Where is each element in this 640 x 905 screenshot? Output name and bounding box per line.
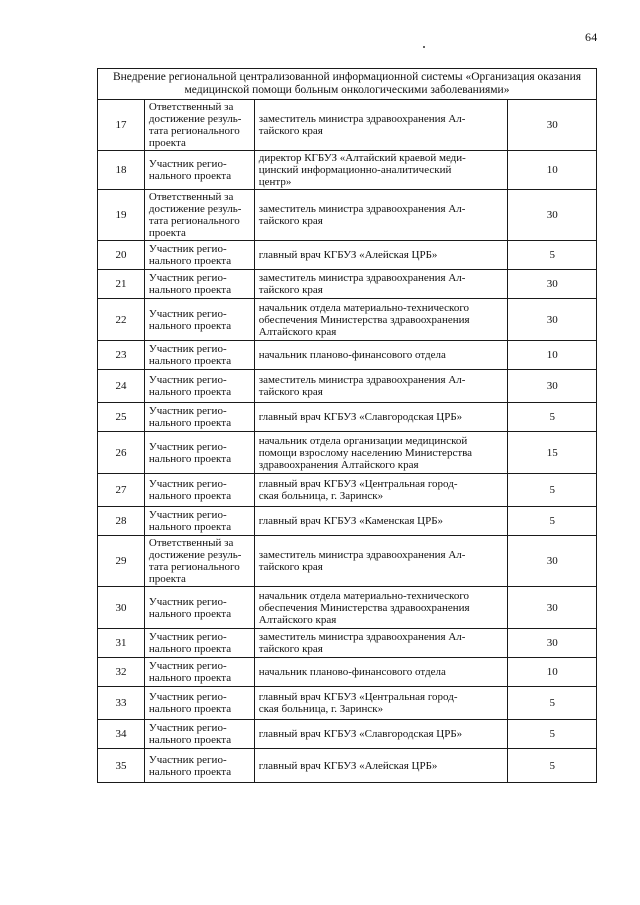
row-number-cell xyxy=(98,507,145,536)
responsible-person-text: главный врач КГБУЗ «Каменская ЦРБ» xyxy=(258,515,444,527)
table-row xyxy=(98,341,597,370)
value-cell xyxy=(508,370,597,403)
role-text: Участник регио- нального проекта xyxy=(148,343,232,367)
row-number-cell xyxy=(98,658,145,687)
value-text: 30 xyxy=(546,119,558,131)
table-row xyxy=(98,536,597,587)
value-text: 30 xyxy=(546,380,558,392)
row-number-cell xyxy=(98,587,145,629)
section-title: Внедрение региональной централизованной информационной системы «Организация оказания медицинской помощи больным онкологическими заболеваниями» xyxy=(98,69,597,100)
role-text: Участник регио- нального проекта xyxy=(148,660,232,684)
responsible-person-cell xyxy=(254,341,508,370)
responsible-person-text: главный врач КГБУЗ «Алейская ЦРБ» xyxy=(258,759,438,772)
value-text: 5 xyxy=(549,759,555,772)
value-text: 10 xyxy=(546,164,558,176)
value-cell xyxy=(508,687,597,720)
row-number-text: 25 xyxy=(115,411,127,423)
responsible-person-text: главный врач КГБУЗ «Центральная город- ская больница, г. Заринск» xyxy=(258,691,458,715)
responsible-person-cell xyxy=(254,151,508,190)
role-text: Участник регио- нального проекта xyxy=(148,478,232,502)
table-row xyxy=(98,720,597,749)
role-cell xyxy=(144,270,254,299)
row-number-cell xyxy=(98,190,145,241)
table-row xyxy=(98,270,597,299)
row-number-cell xyxy=(98,100,145,151)
row-number-cell xyxy=(98,749,145,783)
role-text: Ответственный за достижение резуль- тата регионального проекта xyxy=(148,101,242,149)
row-number-text: 34 xyxy=(115,728,127,740)
row-number-cell xyxy=(98,432,145,474)
responsible-person-text: заместитель министра здравоохранения Ал- тайского края xyxy=(258,374,466,398)
value-text: 5 xyxy=(549,728,555,740)
row-number-text: 21 xyxy=(115,278,127,290)
role-text: Участник регио- нального проекта xyxy=(148,753,232,778)
value-text: 5 xyxy=(549,697,555,709)
value-text: 30 xyxy=(546,555,558,567)
responsible-person-cell xyxy=(254,749,508,783)
row-number-text: 26 xyxy=(115,446,127,459)
row-number-text: 17 xyxy=(115,119,127,131)
responsible-person-text: начальник планово-финансового отдела xyxy=(258,666,446,678)
role-text: Ответственный за достижение резуль- тата регионального проекта xyxy=(148,191,242,239)
responsible-person-text: главный врач КГБУЗ «Славгородская ЦРБ» xyxy=(258,411,463,423)
responsible-person-cell xyxy=(254,241,508,270)
responsible-person-cell xyxy=(254,403,508,432)
role-text: Участник регио- нального проекта xyxy=(148,405,232,429)
responsible-person-text: начальник отдела организации медицинской помощи взрослому населению Министерства здравоохранения Алтайского края xyxy=(258,434,473,471)
value-cell xyxy=(508,403,597,432)
row-number-cell xyxy=(98,687,145,720)
responsible-person-cell xyxy=(254,629,508,658)
value-text: 10 xyxy=(546,349,558,361)
row-number-text: 27 xyxy=(115,484,127,496)
role-cell xyxy=(144,341,254,370)
row-number-text: 35 xyxy=(115,759,127,772)
value-cell xyxy=(508,299,597,341)
value-cell xyxy=(508,270,597,299)
value-cell xyxy=(508,151,597,190)
row-number-text: 23 xyxy=(115,349,127,361)
value-text: 5 xyxy=(549,249,555,261)
value-text: 30 xyxy=(546,278,558,290)
role-cell xyxy=(144,299,254,341)
row-number-cell xyxy=(98,629,145,658)
scan-speck xyxy=(423,46,425,48)
responsible-person-text: главный врач КГБУЗ «Центральная город- ская больница, г. Заринск» xyxy=(258,478,458,502)
row-number-text: 28 xyxy=(115,515,127,527)
responsible-person-text: заместитель министра здравоохранения Ал- тайского края xyxy=(258,203,466,227)
responsible-person-text: директор КГБУЗ «Алтайский краевой меди- цинский информационно-аналитический центр» xyxy=(258,152,466,188)
table-row xyxy=(98,370,597,403)
table-row xyxy=(98,507,597,536)
value-text: 5 xyxy=(549,411,555,423)
responsible-person-text: заместитель министра здравоохранения Ал- тайского края xyxy=(258,549,466,573)
responsible-person-cell xyxy=(254,474,508,507)
row-number-cell xyxy=(98,299,145,341)
responsible-person-text: заместитель министра здравоохранения Ал- тайского края xyxy=(258,272,466,296)
row-number-text: 32 xyxy=(115,666,127,678)
row-number-cell xyxy=(98,536,145,587)
role-text: Участник регио- нального проекта xyxy=(148,440,232,465)
role-cell xyxy=(144,241,254,270)
table-row xyxy=(98,432,597,474)
row-number-cell xyxy=(98,403,145,432)
section-title-row xyxy=(98,69,597,100)
role-cell xyxy=(144,403,254,432)
responsible-person-text: главный врач КГБУЗ «Славгородская ЦРБ» xyxy=(258,728,463,740)
role-text: Участник регио- нального проекта xyxy=(148,243,232,267)
responsible-person-cell xyxy=(254,270,508,299)
role-text: Участник регио- нального проекта xyxy=(148,595,232,620)
role-text: Участник регио- нального проекта xyxy=(148,307,232,332)
role-cell xyxy=(144,474,254,507)
participants-table xyxy=(97,68,597,783)
table-row xyxy=(98,100,597,151)
value-cell xyxy=(508,629,597,658)
value-text: 5 xyxy=(549,484,555,496)
role-cell xyxy=(144,507,254,536)
value-cell xyxy=(508,341,597,370)
table-body xyxy=(98,69,597,783)
table-row xyxy=(98,190,597,241)
value-text: 30 xyxy=(546,313,558,326)
value-text: 30 xyxy=(546,209,558,221)
role-cell xyxy=(144,720,254,749)
row-number-cell xyxy=(98,341,145,370)
role-text: Участник регио- нального проекта xyxy=(148,272,232,296)
responsible-person-text: заместитель министра здравоохранения Ал- тайского края xyxy=(258,631,466,655)
row-number-text: 30 xyxy=(115,601,127,614)
row-number-text: 18 xyxy=(115,164,127,176)
table-row xyxy=(98,474,597,507)
role-cell xyxy=(144,536,254,587)
value-cell xyxy=(508,507,597,536)
role-text: Участник регио- нального проекта xyxy=(148,631,232,655)
value-cell xyxy=(508,432,597,474)
row-number-text: 31 xyxy=(115,637,127,649)
responsible-person-text: заместитель министра здравоохранения Ал- тайского края xyxy=(258,113,466,137)
role-text: Ответственный за достижение резуль- тата регионального проекта xyxy=(148,537,242,585)
responsible-person-cell xyxy=(254,658,508,687)
value-cell xyxy=(508,241,597,270)
role-cell xyxy=(144,749,254,783)
table-row xyxy=(98,403,597,432)
value-text: 30 xyxy=(546,637,558,649)
role-cell xyxy=(144,658,254,687)
responsible-person-cell xyxy=(254,507,508,536)
responsible-person-cell xyxy=(254,370,508,403)
responsible-person-cell xyxy=(254,687,508,720)
row-number-cell xyxy=(98,720,145,749)
table-row xyxy=(98,658,597,687)
table-row xyxy=(98,587,597,629)
responsible-person-text: начальник отдела материально-технического обеспечения Министерства здравоохранения Алтайского края xyxy=(258,301,470,338)
role-cell xyxy=(144,100,254,151)
table-row xyxy=(98,241,597,270)
role-text: Участник регио- нального проекта xyxy=(148,691,232,715)
table-row xyxy=(98,749,597,783)
responsible-person-text: начальник планово-финансового отдела xyxy=(258,349,446,361)
value-cell xyxy=(508,536,597,587)
responsible-person-cell xyxy=(254,720,508,749)
table-row xyxy=(98,151,597,190)
row-number-cell xyxy=(98,241,145,270)
table-row xyxy=(98,629,597,658)
responsible-person-cell xyxy=(254,587,508,629)
responsible-person-cell xyxy=(254,190,508,241)
value-text: 5 xyxy=(549,515,555,527)
value-cell xyxy=(508,658,597,687)
role-cell xyxy=(144,190,254,241)
value-cell xyxy=(508,474,597,507)
role-cell xyxy=(144,151,254,190)
value-text: 15 xyxy=(546,446,558,459)
role-text: Участник регио- нального проекта xyxy=(148,722,232,746)
role-text: Участник регио- нального проекта xyxy=(148,374,232,398)
value-cell xyxy=(508,190,597,241)
row-number-text: 19 xyxy=(115,209,127,221)
role-cell xyxy=(144,687,254,720)
row-number-cell xyxy=(98,270,145,299)
value-cell xyxy=(508,720,597,749)
responsible-person-text: начальник отдела материально-технического обеспечения Министерства здравоохранения Алтайского края xyxy=(258,589,470,626)
row-number-cell xyxy=(98,370,145,403)
value-cell xyxy=(508,100,597,151)
table-row xyxy=(98,687,597,720)
responsible-person-text: главный врач КГБУЗ «Алейская ЦРБ» xyxy=(258,249,438,261)
responsible-person-cell xyxy=(254,536,508,587)
value-text: 30 xyxy=(546,601,558,614)
role-text: Участник регио- нального проекта xyxy=(148,158,232,182)
row-number-cell xyxy=(98,151,145,190)
row-number-text: 20 xyxy=(115,249,127,261)
role-text: Участник регио- нального проекта xyxy=(148,509,232,533)
responsible-person-cell xyxy=(254,299,508,341)
row-number-text: 22 xyxy=(115,313,127,326)
responsible-person-cell xyxy=(254,432,508,474)
role-cell xyxy=(144,629,254,658)
row-number-text: 24 xyxy=(115,380,127,392)
page-number: 64 xyxy=(585,30,598,44)
value-cell xyxy=(508,749,597,783)
row-number-cell xyxy=(98,474,145,507)
value-cell xyxy=(508,587,597,629)
role-cell xyxy=(144,432,254,474)
role-cell xyxy=(144,587,254,629)
row-number-text: 29 xyxy=(115,555,127,567)
row-number-text: 33 xyxy=(115,697,127,709)
value-text: 10 xyxy=(546,666,558,678)
role-cell xyxy=(144,370,254,403)
table-row xyxy=(98,299,597,341)
responsible-person-cell xyxy=(254,100,508,151)
